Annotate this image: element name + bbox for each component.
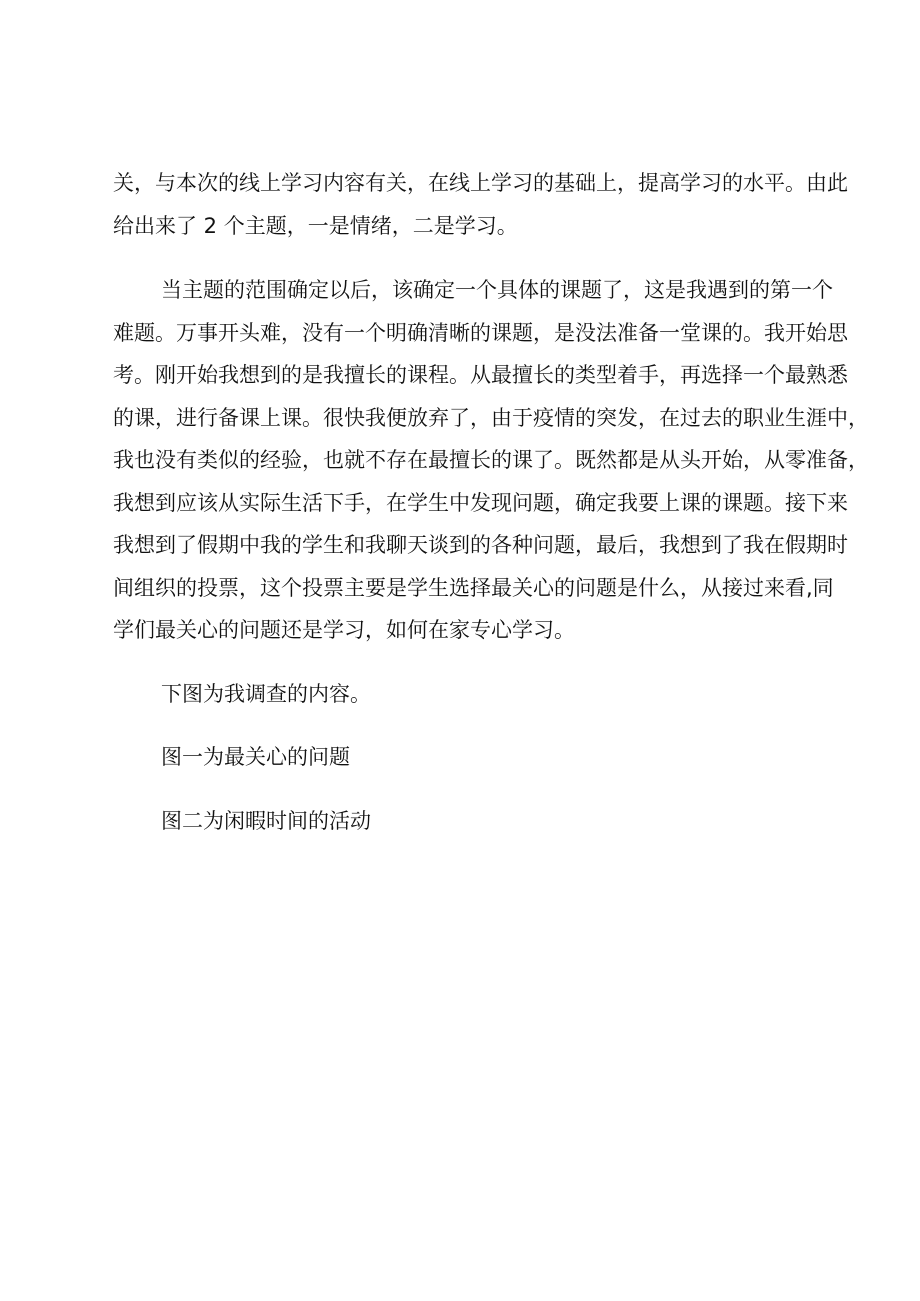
figure-2-caption: 图二为闲暇时间的活动 [161,809,371,833]
paragraph-2-line-2: 难题。万事开头难，没有一个明确清晰的课题，是没法准备一堂课的。我开始思 [113,321,848,345]
paragraph-2-line-5: 我也没有类似的经验，也就不存在最擅长的课了。既然都是从头开始，从零准备， [113,448,869,472]
paragraph-2-line-9: 学们最关心的问题还是学习，如何在家专心学习。 [113,618,575,642]
paragraph-3-line-1: 下图为我调查的内容。 [161,682,371,706]
paragraph-2-line-3: 考。刚开始我想到的是我擅长的课程。从最擅长的类型着手，再选择一个最熟悉 [113,363,848,387]
paragraph-2-line-1: 当主题的范围确定以后，该确定一个具体的课题了，这是我遇到的第一个 [161,278,833,302]
paragraph-2-line-4: 的课，进行备课上课。很快我便放弃了，由于疫情的突发，在过去的职业生涯中， [113,406,869,430]
paragraph-2-line-8: 间组织的投票，这个投票主要是学生选择最关心的问题是什么，从接过来看,同 [113,576,834,600]
figure-1-caption: 图一为最关心的问题 [161,745,350,769]
paragraph-1-line-1: 关，与本次的线上学习内容有关，在线上学习的基础上，提高学习的水平。由此 [113,171,848,195]
paragraph-2-line-6: 我想到应该从实际生活下手，在学生中发现问题，确定我要上课的课题。接下来 [113,491,848,515]
paragraph-2-line-7: 我想到了假期中我的学生和我聊天谈到的各种问题，最后，我想到了我在假期时 [113,533,848,557]
paragraph-1-line-2: 给出来了 2 个主题，一是情绪，二是学习。 [113,214,518,238]
